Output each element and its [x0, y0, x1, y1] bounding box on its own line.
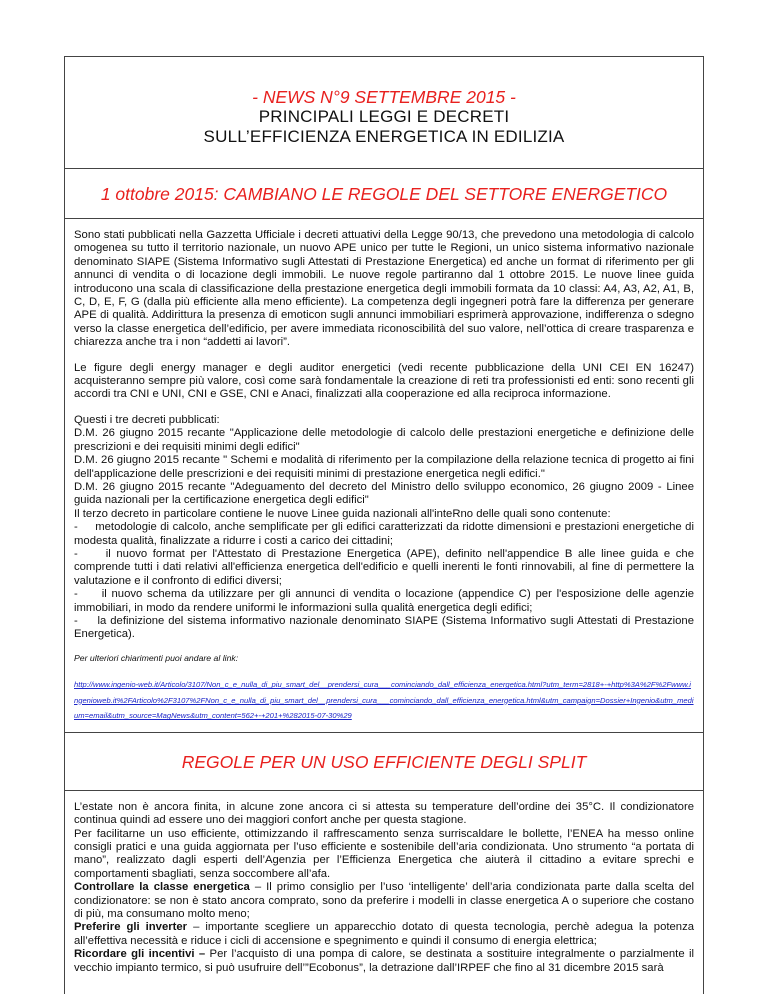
decree-item: D.M. 26 giugno 2015 recante "Applicazione delle metodologie di calcolo delle prestazioni energetiche e definizione delle prescrizioni e dei requisiti minimi degli edifici" [74, 427, 694, 453]
more-info-label: Per ulteriori chiarimenti puoi andare al link: [74, 652, 239, 663]
tip-item: Ricordare gli incentivi – Per l’acquisto di una pompa di calore, se destinata a sostituire integralmente o parzialmente il vecchio impianto termico, si può usufruire dell’”Ecobonus”, la detrazione dall’IRPEF che fino al 31 dicembre 2015 sarà [74, 948, 694, 974]
news-issue-title: - NEWS N°9 SETTEMBRE 2015 - [252, 87, 516, 107]
decrees-intro: Questi i tre decreti pubblicati: [74, 413, 220, 426]
section1-title: 1 ottobre 2015: CAMBIANO LE REGOLE DEL SETTORE ENERGETICO [65, 169, 703, 219]
bullet-item: - il nuovo format per l'Attestato di Prestazione Energetica (APE), definito nell'appendice B alle linee guida e che comprende tutti i dati relativi all'efficienza energetica dell'edificio e quelli inerenti le fonti rinnovabili, al fine di permettere la valutazione e il confronto di edifici diversi; [74, 547, 694, 587]
header-subtitle-line2: SULL’EFFICIENZA ENERGETICA IN EDILIZIA [203, 127, 565, 146]
newsletter-header [65, 57, 703, 169]
section2-paragraph: Per facilitarne un uso efficiente, ottimizzando il raffrescamento senza surriscaldare le bollette, l’ENEA ha messo online consigli pratici e una guida aggiornata per l’uso efficiente e sostenibile dell’aria condizionata. Uno strumento “a portata di mano”, realizzato dagli esperti dell’Agenzia per l’Efficienza Energetica che aiuterà il cittadino a evitare sprechi e comportamenti sbagliati, senza soccombere all’afa. [74, 827, 694, 880]
header-subtitle-line1: PRINCIPALI LEGGI E DECRETI [258, 107, 510, 126]
decree-item: D.M. 26 giugno 2015 recante " Schemi e modalità di riferimento per la compilazione della relazione tecnica di progetto ai fini dell'applicazione delle prescrizioni e dei requisiti minimi di prestazione energetica negli edifici." [74, 454, 694, 480]
tip-item: Preferire gli inverter – importante scegliere un apparecchio dotato di questa tecnologia, perchè adegua la potenza all’effettiva necessità e riduce i cicli di accensione e spegnimento e quindi il consumo di energia elettrica; [74, 921, 695, 947]
tip-label: Ricordare gli incentivi – [74, 948, 206, 961]
third-decree-intro: Il terzo decreto in particolare contiene le nuove Linee guida nazionali all'inteRno delle quali sono contenute: [74, 507, 611, 520]
tip-label: Preferire gli inverter [74, 921, 188, 934]
section2-paragraph: L’estate non è ancora finita, in alcune zone ancora ci si attesta su temperature dell’ordine dei 35°C. Il condizionatore continua quindi ad essere uno dei maggiori confort anche per questa stagione. [74, 800, 694, 827]
section1-paragraph: Sono stati pubblicati nella Gazzetta Ufficiale i decreti attuativi della Legge 90/13, che prevedono una metodologia di calcolo omogenea su tutto il territorio nazionale, un nuovo APE unico per tutte le Regioni, un unico sistema informativo nazionale denominato SIAPE (Sistema Informativo sugli Attestati di Prestazione Energetica) ed anche un format di riferimento per gli annunci di vendita o di locazione degli immobili. Le nuove regole partiranno dal 1 ottobre 2015. Le nuove linee guida introducono una scala di classificazione della prestazione energetica degli immobili formata da 10 classi: A4, A3, A2, A1, B, C, D, E, F, G (dalla più efficiente alla meno efficiente). La competenza degli ingegneri potrà fare la differenza per generare APE di qualità. Addirittura la presenza di emoticon sugli annunci immobiliari esprimerà approvazione, indifferenza o sdegno verso la classe energetica dell’edificio, per avere immediata riconoscibilità del suo valore, nell’ottica di creare trasparenza e chiarezza anche tra i non “addetti ai lavori”. [74, 229, 694, 349]
bullet-item: - la definizione del sistema informativo nazionale denominato SIAPE (Sistema Informativo sugli Attestati di Prestazione Energetica). [74, 614, 694, 641]
decree-item: D.M. 26 giugno 2015 recante "Adeguamento del decreto del Ministro dello sviluppo economico, 26 giugno 2009 - Linee guida nazionali per la certificazione energetica degli edifici" [74, 480, 694, 507]
newsletter-frame [64, 56, 704, 994]
tip-item: Controllare la classe energetica – Il primo consiglio per l’uso ‘intelligente’ dell’aria condizionata parte dalla scelta del condizionatore: se non è stato ancora comprato, sono da preferire i modelli in classe energetica A o superiore che costano di più, ma consumano molto meno; [74, 881, 694, 920]
section2-title: REGOLE PER UN USO EFFICIENTE DEGLI SPLIT [65, 733, 703, 791]
bullet-item: - il nuovo schema da utilizzare per gli annunci di vendita o locazione (appendice C) per l'esposizione delle agenzie immobiliari, in modo da rendere uniformi le informazioni sulla qualità energetica degli edifici; [74, 588, 694, 614]
section1-body [65, 219, 703, 733]
bullet-item: - metodologie di calcolo, anche semplificate per gli edifici caratterizzati da ridotte dimensioni e prestazioni energetiche di modesta qualità, finalizzate a ridurre i costi a carico dei cittadini; [74, 521, 694, 547]
article-link[interactable]: http://www.ingenio-web.it/Articolo/3107/Non_c_e_nulla_di_piu_smart_del__prendersi_cura___cominciando_dall_efficienza_energetica.html?utm_term=2818+-+http%3A%2F%2Fwww.ingenioweb.it%2FArticolo%2F3107%2FNon_c_e_nulla_di_piu_smart_del__prendersi_cura___cominciando_dall_efficienza_energetica.html&utm_campaign=Dossier+Ingenio&utm_medium=email&utm_source=MagNews&utm_content=562+-+201+%282015-07-30%29 [74, 680, 694, 721]
tip-label: Controllare la classe energetica [74, 881, 250, 894]
section2-body [65, 791, 703, 975]
section1-paragraph: Le figure degli energy manager e degli auditor energetici (vedi recente pubblicazione della UNI CEI EN 16247) acquisteranno sempre più valore, così come sarà fondamentale la creazione di reti tra professionisti ed enti: sono recenti gli accordi tra CNI e UNI, CNI e GSE, CNI e Anaci, finalizzati alla cooperazione ed alla reciproca informazione. [74, 361, 694, 401]
